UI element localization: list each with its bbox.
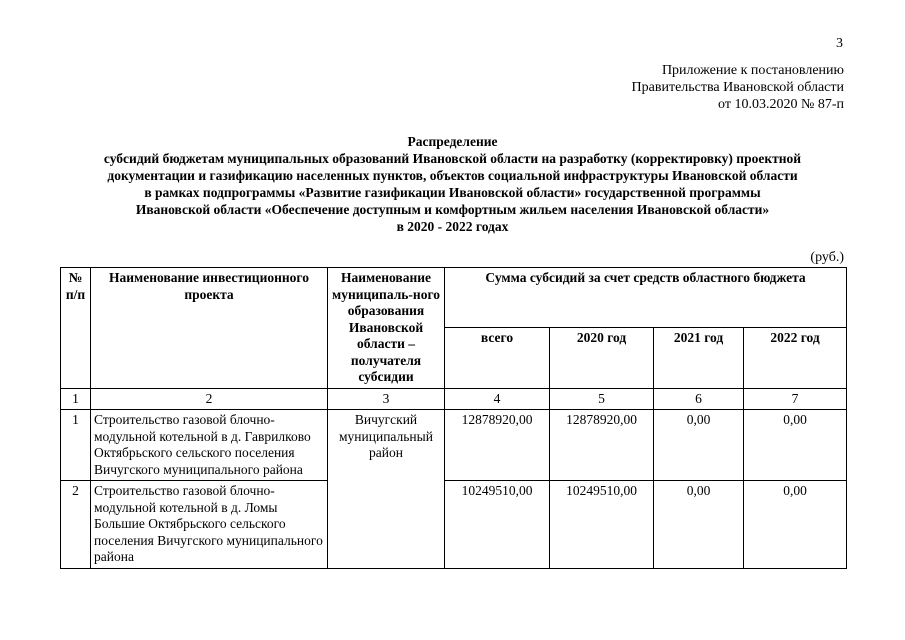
municipality-name: Вичугский муниципальный район: [328, 410, 445, 569]
amount-2021: 0,00: [654, 410, 744, 481]
header-sum: Сумма субсидий за счет средств областного бюджета: [445, 268, 847, 328]
appendix-note: [632, 62, 844, 113]
header-2021: 2021 год: [654, 328, 744, 388]
amount-2022: 0,00: [744, 481, 847, 569]
amount-2022: 0,00: [744, 410, 847, 481]
page-number: 3: [836, 36, 843, 51]
project-name: Строительство газовой блочно-модульной котельной в д. Гаврилково Октябрьского сельского поселения Вичугского муниципального района: [91, 410, 328, 481]
column-number: 7: [744, 388, 847, 410]
header-num: № п/п: [61, 268, 91, 389]
column-number: 4: [445, 388, 550, 410]
project-name: Строительство газовой блочно-модульной котельной в д. Ломы Большие Октябрьского сельского поселения Вичугского муниципального района: [91, 481, 328, 569]
title-line-2: субсидий бюджетам муниципальных образований Ивановской области на разработку (корректировку) проектной: [103, 151, 802, 166]
column-number-row: [61, 388, 847, 410]
title-line-3: документации и газификацию населенных пунктов, объектов социальной инфраструктуры Ивановской области: [107, 168, 798, 183]
total-amount: 12878920,00: [445, 410, 550, 481]
amount-2021: 0,00: [654, 481, 744, 569]
table-row: [61, 481, 847, 569]
header-2020: 2020 год: [550, 328, 654, 388]
column-number: 1: [61, 388, 91, 410]
column-number: 5: [550, 388, 654, 410]
header-total: всего: [445, 328, 550, 388]
title-line-4: в рамках подпрограммы «Развитие газификации Ивановской области» государственной программы: [144, 185, 761, 200]
amount-2020: 12878920,00: [550, 410, 654, 481]
row-number: 2: [61, 481, 91, 569]
title-line-1: Распределение: [407, 134, 498, 149]
appendix-line-3: от 10.03.2020 № 87-п: [718, 97, 844, 112]
title-line-6: в 2020 - 2022 годах: [396, 219, 509, 234]
row-number: 1: [61, 410, 91, 481]
currency-unit: (руб.): [810, 250, 844, 265]
document-title: [40, 133, 865, 235]
subsidy-table: [60, 267, 847, 569]
column-number: 2: [91, 388, 328, 410]
appendix-line-2: Правительства Ивановской области: [631, 80, 844, 95]
table-row: [61, 410, 847, 481]
column-number: 6: [654, 388, 744, 410]
header-project: Наименование инвестиционного проекта: [91, 268, 328, 389]
amount-2020: 10249510,00: [550, 481, 654, 569]
total-amount: 10249510,00: [445, 481, 550, 569]
appendix-line-1: Приложение к постановлению: [661, 63, 844, 78]
header-municipality: Наименование муниципаль-ного образования Ивановской области – получателя субсидии: [328, 268, 445, 389]
column-number: 3: [328, 388, 445, 410]
header-row-1: [61, 268, 847, 328]
title-line-5: Ивановской области «Обеспечение доступным и комфортным жильем населения Ивановской области»: [135, 202, 770, 217]
header-2022: 2022 год: [744, 328, 847, 388]
